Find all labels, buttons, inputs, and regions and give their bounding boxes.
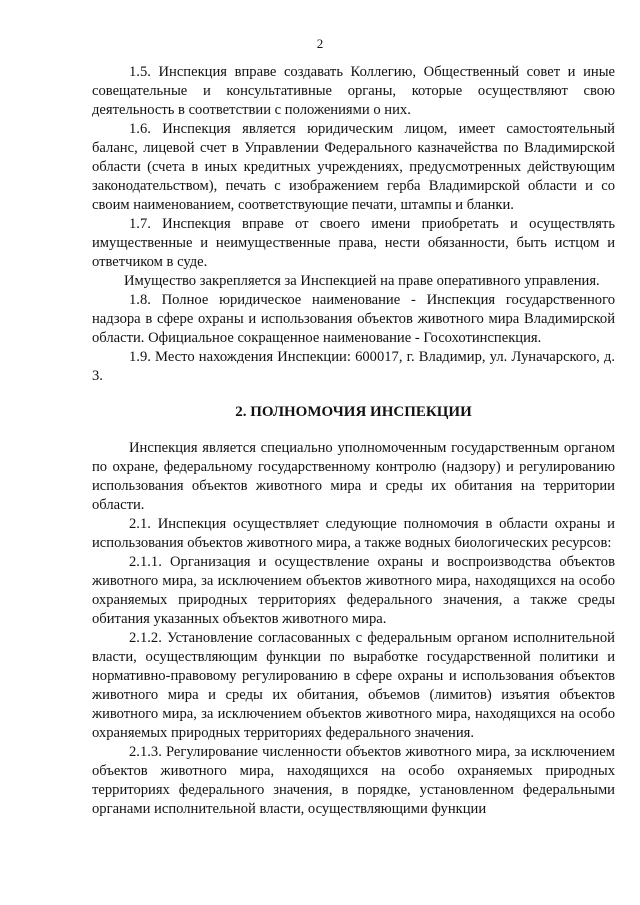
paragraph-2-1-2: 2.1.2. Установление согласованных с федеральным органом исполнительной власти, осуществляющим функции по выработке государственной политики и нормативно-правовому регулированию в сфере охраны и использования объектов животного мира и среды их обитания, объемов (лимитов) изъятия объектов животного мира, за исключением объектов животного мира, находящихся на особо охраняемых природных территориях федерального значения. [92, 630, 615, 741]
page-number: 2 [316, 36, 324, 51]
document-body [92, 63, 615, 819]
paragraph-intro: Инспекция является специально уполномоченным государственным органом по охране, федеральному государственному контролю (надзору) и регулированию использования объектов животного мира и среды их обитания на территории области. [92, 440, 615, 513]
paragraph-1-5: 1.5. Инспекция вправе создавать Коллегию, Общественный совет и иные совещательные и консультативные органы, которые осуществляют свою деятельность в соответствии с положениями о них. [92, 64, 615, 118]
section-title: 2. ПОЛНОМОЧИЯ ИНСПЕКЦИИ [235, 404, 472, 420]
paragraph-2-1: 2.1. Инспекция осуществляет следующие полномочия в области охраны и использования объектов животного мира, а также водных биологических ресурсов: [92, 516, 615, 551]
paragraph-1-6: 1.6. Инспекция является юридическим лицом, имеет самостоятельный баланс, лицевой счет в Управлении Федерального казначейства по Владимирской области (счета в иных кредитных учреждениях, предусмотренных действующим законодательством), печать с изображением герба Владимирской области и со своим наименованием, соответствующие печати, штампы и бланки. [92, 121, 615, 213]
paragraph-2-1-3: 2.1.3. Регулирование численности объектов животного мира, за исключением объектов животного мира, находящихся на особо охраняемых природных территориях федерального значения, в порядке, установленном федеральными органами исполнительной власти, осуществляющими функции [92, 744, 615, 817]
paragraph-1-9: 1.9. Место нахождения Инспекции: 600017, г. Владимир, ул. Луначарского, д. 3. [92, 349, 615, 384]
paragraph-1-8: 1.8. Полное юридическое наименование - Инспекция государственного надзора в сфере охраны и использования объектов животного мира Владимирской области. Официальное сокращенное наименование - Госохотинспекция. [92, 292, 615, 346]
paragraph-property: Имущество закрепляется за Инспекцией на праве оперативного управления. [124, 273, 600, 289]
paragraph-1-7: 1.7. Инспекция вправе от своего имени приобретать и осуществлять имущественные и неимущественные права, нести обязанности, быть истцом и ответчиком в суде. [92, 216, 615, 270]
paragraph-2-1-1: 2.1.1. Организация и осуществление охраны и воспроизводства объектов животного мира, за исключением объектов животного мира, находящихся на особо охраняемых природных территориях федерального значения, а также среды обитания указанных объектов животного мира. [92, 554, 615, 627]
